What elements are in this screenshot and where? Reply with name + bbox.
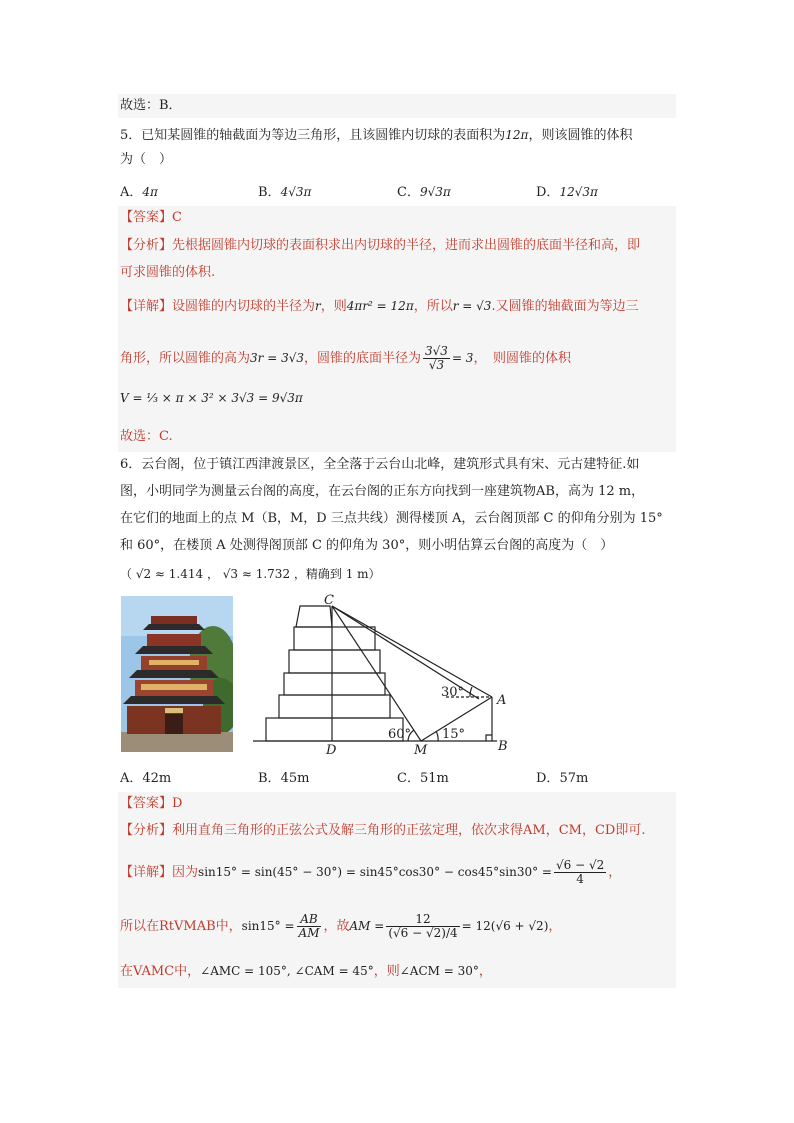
q6-option-b: B．45m (258, 771, 310, 786)
label-c: C (324, 593, 334, 608)
q5-radius-fraction: $\frac{3√3}{√3}$ (425, 344, 448, 372)
am-fraction: $\frac{12}{(√6 - √2)/4}$ (388, 912, 458, 940)
q5-option-c: C．9√3π (397, 185, 451, 200)
q5-stem-line-1: 5．已知某圆锥的轴截面为等边三角形，且该圆锥内切球的表面积为12π，则该圆锥的体积 (120, 128, 633, 143)
ab-am-fraction: $\frac{AB}{AM}$ (298, 912, 320, 940)
q5-analysis-line-2: 可求圆锥的体积. (120, 265, 216, 280)
yuntai-pavilion-photo (121, 596, 233, 752)
sin15-fraction: $\frac{√6 - √2}{4}$ (556, 858, 605, 886)
label-angle-30: 30° (441, 685, 465, 700)
shade-top (118, 94, 676, 118)
q6-detail-line-2: 所以在RtVMAB中，sin15° = $\frac{AB}{AM}$ ，故AM = $\frac{12}{(√6 - √2)/4}$ = 12(√6 + √2)， (120, 912, 562, 940)
q6-answer: 【答案】D (120, 796, 183, 811)
q5-answer: 【答案】C (120, 210, 182, 225)
q5-option-d: D．12√3π (536, 185, 598, 200)
label-angle-15: 15° (442, 727, 466, 742)
q6-option-c: C．51m (397, 771, 449, 786)
q5-option-a: A．4π (120, 185, 158, 200)
q6-stem-line-4: 和 60°，在楼顶 A 处测得阁顶部 C 的仰角为 30°，则小明估算云台阁的高度为（ ） (120, 538, 614, 553)
q6-stem-line-5: （ √2 ≈ 1.414 ， √3 ≈ 1.732 ，精确到 1 m） (120, 567, 381, 581)
q6-stem-line-3: 在它们的地面上的点 M（B，M，D 三点共线）测得楼顶 A，云台阁顶部 C 的仰角分别为 15° (120, 511, 663, 526)
prev-answer-line: 故选：B． (120, 98, 182, 113)
q6-option-d: D．57m (536, 771, 589, 786)
q5-analysis-line-1: 【分析】先根据圆锥内切球的表面积求出内切球的半径，进而求出圆锥的底面半径和高，即 (120, 238, 641, 253)
q6-geometry-figure (250, 594, 525, 760)
label-angle-60: 60° (388, 727, 412, 742)
q6-detail-line-3: 在VAMC中，∠AMC = 105°, ∠CAM = 45°，则∠ACM = 30°， (120, 964, 492, 979)
q6-stem-line-2: 图，小明同学为测量云台阁的高度，在云台阁的正东方向找到一座建筑物AB，高为 12 m， (120, 484, 645, 499)
q5-volume-equation: V = ⅓ × π × 3² × 3√3 = 9√3π (120, 391, 303, 405)
label-d: D (326, 743, 337, 758)
q5-option-b: B．4√3π (258, 185, 312, 200)
label-b: B (498, 739, 508, 754)
q6-analysis-line-1: 【分析】利用直角三角形的正弦公式及解三角形的正弦定理，依次求得AM，CM，CD即可. (120, 823, 646, 838)
q6-detail-line-1: 【详解】因为sin15° = sin(45° − 30°) = sin45°cos30° − cos45°sin30° = $\frac{√6 - √2}{4}$ ， (120, 858, 622, 886)
q5-detail-line-2: 角形，所以圆锥的高为3r = 3√3，圆锥的底面半径为 $\frac{3√3}{√3}$ = 3， 则圆锥的体积 (120, 344, 571, 372)
q5-detail-line-1: 【详解】设圆锥的内切球的半径为r，则4πr² = 12π，所以r = √3.又圆锥的轴截面为等边三 (120, 299, 639, 314)
label-a: A (497, 693, 507, 708)
q5-final: 故选：C. (120, 429, 173, 444)
q5-stem-line-2: 为（ ） (120, 152, 173, 167)
q6-stem-line-1: 6．云台阁，位于镇江西津渡景区，全全落于云台山北峰，建筑形式具有宋、元古建特征.如 (120, 457, 640, 472)
q6-option-a: A．42m (120, 771, 172, 786)
label-m: M (414, 743, 428, 758)
